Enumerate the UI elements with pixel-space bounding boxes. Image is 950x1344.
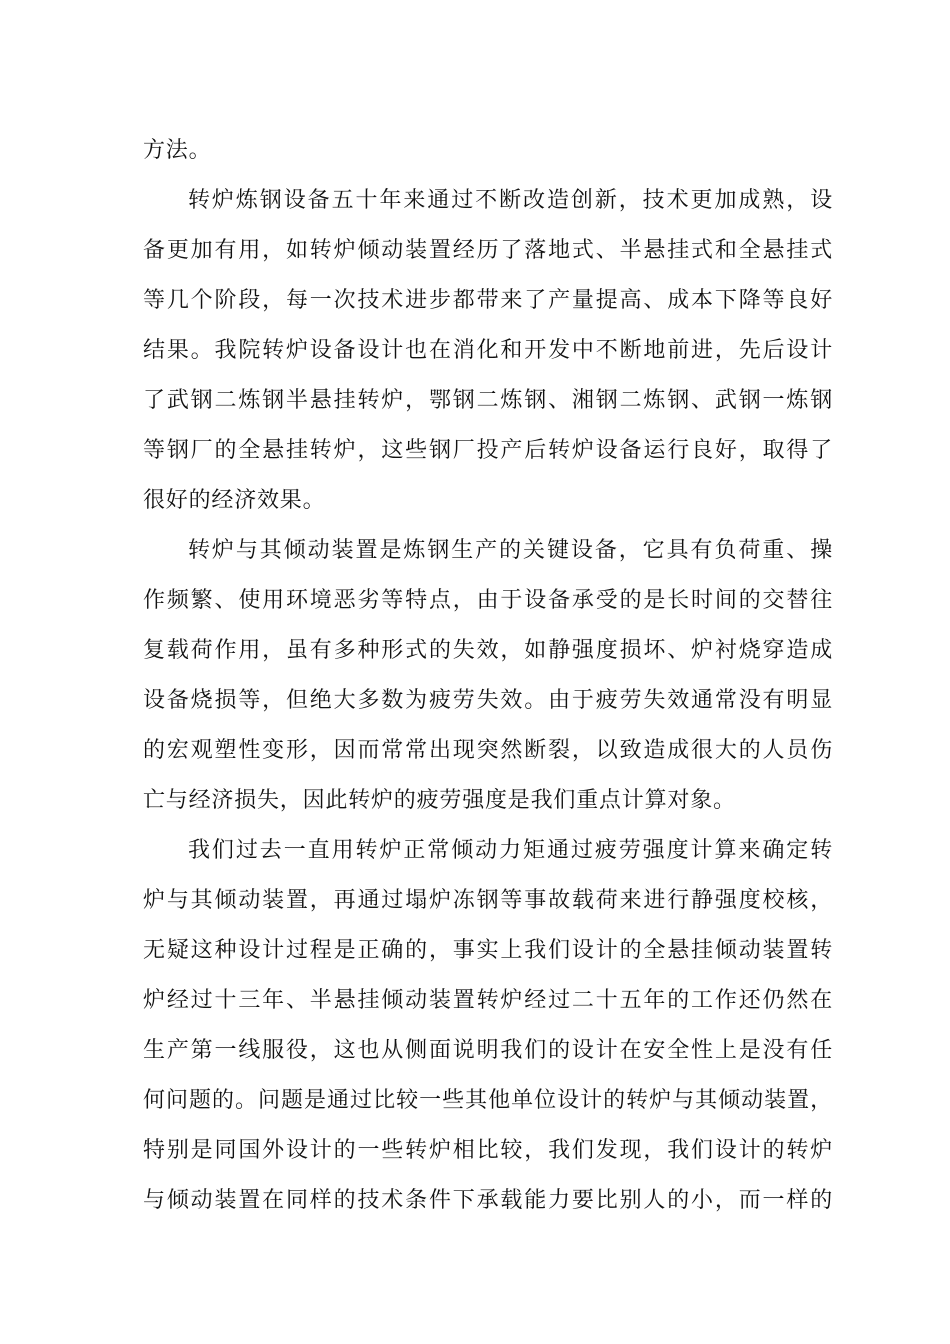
paragraph <box>143 526 833 826</box>
body-text <box>143 126 833 1226</box>
text-line: 复载荷作用，虽有多种形式的失效，如静强度损坏、炉衬烧穿造成 <box>143 638 833 663</box>
paragraph <box>143 126 833 176</box>
text-line: 结果。我院转炉设备设计也在消化和开发中不断地前进，先后设计 <box>143 338 833 363</box>
text-line: 特别是同国外设计的一些转炉相比较，我们发现，我们设计的转炉 <box>143 1138 833 1163</box>
text-line: 转炉炼钢设备五十年来通过不断改造创新，技术更加成熟，设 <box>188 188 833 213</box>
text-line: 的宏观塑性变形，因而常常出现突然断裂，以致造成很大的人员伤 <box>143 738 833 763</box>
text-line: 与倾动装置在同样的技术条件下承载能力要比别人的小，而一样的 <box>143 1188 833 1213</box>
text-line: 我们过去一直用转炉正常倾动力矩通过疲劳强度计算来确定转 <box>188 838 833 863</box>
paragraph <box>143 176 833 526</box>
paragraph <box>143 826 833 1226</box>
text-line: 无疑这种设计过程是正确的，事实上我们设计的全悬挂倾动装置转 <box>143 938 833 963</box>
text-line: 设备烧损等，但绝大多数为疲劳失效。由于疲劳失效通常没有明显 <box>143 688 833 713</box>
text-line: 备更加有用，如转炉倾动装置经历了落地式、半悬挂式和全悬挂式 <box>143 238 833 263</box>
text-line: 炉经过十三年、半悬挂倾动装置转炉经过二十五年的工作还仍然在 <box>143 988 833 1013</box>
text-line: 方法。 <box>143 138 212 163</box>
text-line: 生产第一线服役，这也从侧面说明我们的设计在安全性上是没有任 <box>143 1038 833 1063</box>
text-line: 作频繁、使用环境恶劣等特点，由于设备承受的是长时间的交替往 <box>143 588 833 613</box>
text-line: 等几个阶段，每一次技术进步都带来了产量提高、成本下降等良好 <box>143 288 833 313</box>
text-line: 等钢厂的全悬挂转炉，这些钢厂投产后转炉设备运行良好，取得了 <box>143 438 833 463</box>
text-line: 了武钢二炼钢半悬挂转炉，鄂钢二炼钢、湘钢二炼钢、武钢一炼钢 <box>143 388 833 413</box>
text-line: 转炉与其倾动装置是炼钢生产的关键设备，它具有负荷重、操 <box>188 538 833 563</box>
text-line: 很好的经济效果。 <box>143 488 326 513</box>
text-line: 炉与其倾动装置，再通过塌炉冻钢等事故载荷来进行静强度校核， <box>143 888 833 913</box>
text-line: 亡与经济损失，因此转炉的疲劳强度是我们重点计算对象。 <box>143 788 736 813</box>
text-line: 何问题的。问题是通过比较一些其他单位设计的转炉与其倾动装置， <box>143 1088 833 1113</box>
